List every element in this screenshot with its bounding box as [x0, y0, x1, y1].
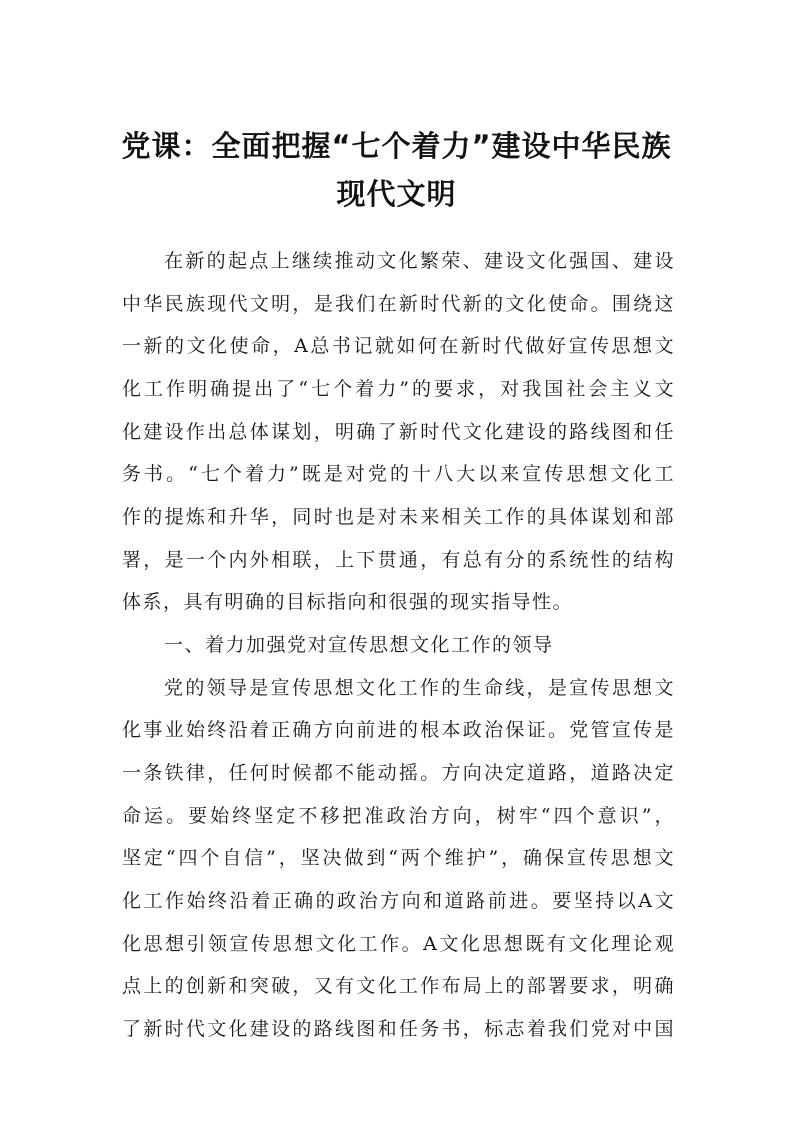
paragraph-line: 了新时代文化建设的路线图和任务书，标志着我们党对中国: [122, 1018, 675, 1040]
paragraph-line: 命运。要始终坚定不移把准政治方向，树牢“四个意识”，: [122, 805, 675, 827]
paragraph-line: 化工作始终沿着正确的政治方向和道路前进。要坚持以A文: [122, 890, 675, 912]
paragraph-line: 坚定“四个自信”，坚决做到“两个维护”，确保宣传思想文: [122, 847, 675, 869]
paragraph-line: 化建设作出总体谋划，明确了新时代文化建设的路线图和任: [122, 421, 675, 443]
paragraph-line: 署，是一个内外相联，上下贯通，有总有分的系统性的结构: [122, 549, 675, 571]
paragraph-line: 党的领导是宣传思想文化工作的生命线，是宣传思想文: [164, 677, 675, 699]
paragraph-line: 一条铁律，任何时候都不能动摇。方向决定道路，道路决定: [122, 762, 675, 784]
paragraph-line: 一新的文化使命，A总书记就如何在新时代做好宣传思想文: [122, 335, 675, 357]
document-title-line-1: 党课：全面把握“七个着力”建设中华民族: [121, 129, 672, 163]
paragraph-line: 化工作明确提出了“七个着力”的要求，对我国社会主义文: [122, 378, 675, 400]
section-heading: 一、着力加强党对宣传思想文化工作的领导: [164, 634, 554, 656]
paragraph-line: 在新的起点上继续推动文化繁荣、建设文化强国、建设: [164, 250, 675, 272]
paragraph-line: 务书。“七个着力”既是对党的十八大以来宣传思想文化工: [122, 463, 675, 485]
paragraph-line: 中华民族现代文明，是我们在新时代新的文化使命。围绕这: [122, 293, 675, 315]
paragraph-line: 化思想引领宣传思想文化工作。A文化思想既有文化理论观: [122, 933, 675, 955]
document-title-line-2: 现代文明: [336, 177, 457, 211]
paragraph-line: 化事业始终沿着正确方向前进的根本政治保证。党管宣传是: [122, 719, 675, 741]
paragraph-line: 体系，具有明确的目标指向和很强的现实指导性。: [122, 591, 574, 613]
paragraph-line: 作的提炼和升华，同时也是对未来相关工作的具体谋划和部: [122, 506, 675, 528]
paragraph-line: 点上的创新和突破，又有文化工作布局上的部署要求，明确: [122, 975, 675, 997]
